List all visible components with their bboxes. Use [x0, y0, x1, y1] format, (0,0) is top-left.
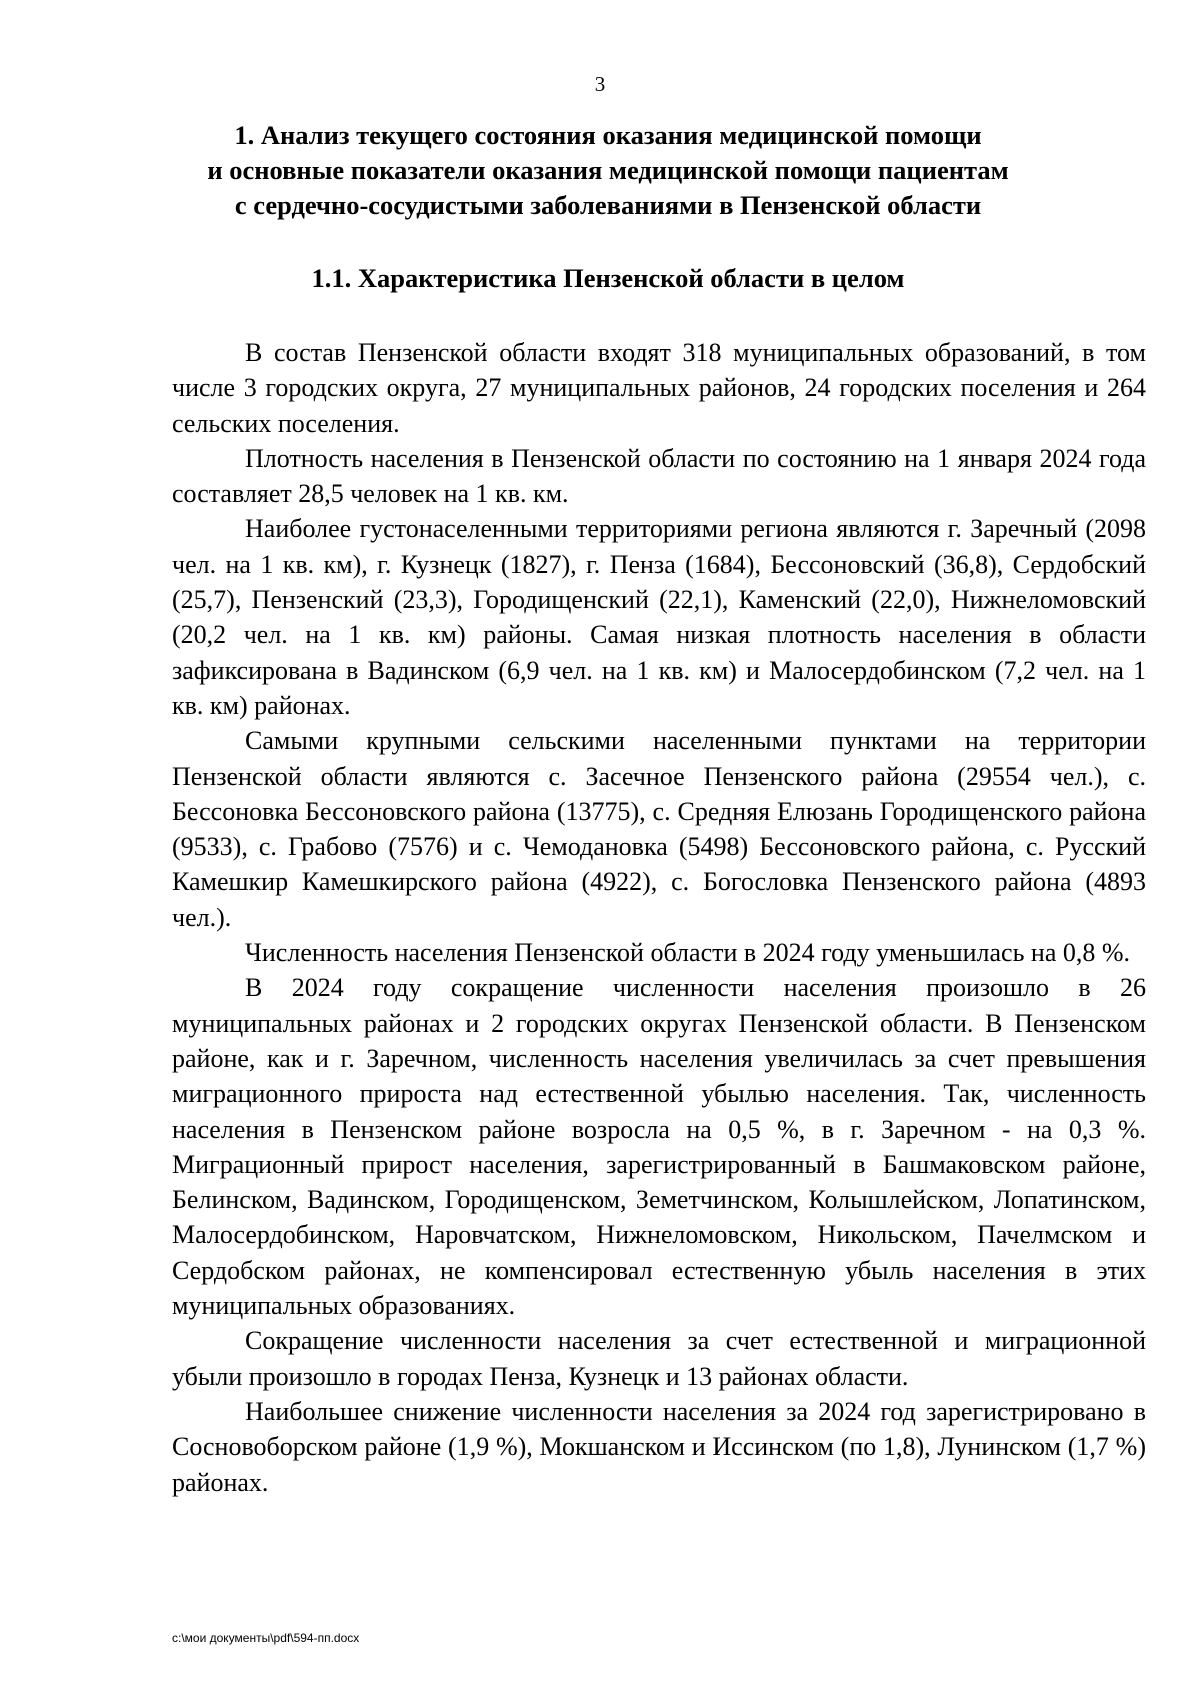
section-title-line-2: и основные показатели оказания медицинской помощи пациентам [207, 155, 1009, 185]
subsection-title [0, 261, 1200, 296]
paragraph-population-change-details: В 2024 году сокращение численности населения произошло в 26 муниципальных районах и 2 городских округах Пензенской области. В Пензенском районе, как и г. Заречном, численность населения увеличилась за счет превышения миграционного прироста над естественной убылью населения. Так, численность населения в Пензенском районе возросла на 0,5 %, в г. Заречном - на 0,3 %. Миграционный прирост населения, зарегистрированный в Башмаковском районе, Белинском, Вадинском, Городищенском, Земетчинском, Колышлейском, Лопатинском, Малосердобинском, Наровчатском, Нижнеломовском, Никольском, Пачелмском и Сердобском районах, не компенсировал естественную убыль населения в этих муниципальных образованиях. [172, 973, 1146, 1321]
footer-file-path: c:\мои документы\pdf\594-пп.docx [172, 1631, 360, 1645]
document-body [172, 335, 1146, 1500]
paragraph-population-decrease: Численность населения Пензенской области в 2024 году уменьшилась на 0,8 %. [245, 938, 1131, 968]
section-title [0, 118, 1200, 223]
section-title-line-1: 1. Анализ текущего состояния оказания медицинской помощи [234, 120, 982, 150]
paragraph-population-density: Плотность населения в Пензенской области по состоянию на 1 января 2024 года составляет 28,5 человек на 1 кв. км. [172, 443, 1146, 509]
section-title-line-3: с сердечно-сосудистыми заболеваниями в Пензенской области [234, 190, 982, 220]
paragraph-natural-migration-loss: Сокращение численности населения за счет естественной и миграционной убыли произошло в городах Пенза, Кузнецк и 13 районах области. [172, 1326, 1146, 1391]
paragraph-largest-decline: Наибольшее снижение численности населения за 2024 год зарегистрировано в Сосновоборском районе (1,9 %), Мокшанском и Иссинском (по 1,8), Лунинском (1,7 %) районах. [172, 1396, 1146, 1497]
paragraph-municipalities: В состав Пензенской области входят 318 муниципальных образований, в том числе 3 городских округа, 27 муниципальных районов, 24 городских поселения и 264 сельских поселения. [172, 338, 1146, 438]
paragraph-densest-territories: Наиболее густонаселенными территориями региона являются г. Заречный (2098 чел. на 1 кв. км), г. Кузнецк (1827), г. Пенза (1684), Бессоновский (36,8), Сердобский (25,7), Пензенский (23,3), Городищенский (22,1), Каменский (22,0), Нижнеломовский (20,2 чел. на 1 кв. км) районы. Самая низкая плотность населения в области зафиксирована в Вадинском (6,9 чел. на 1 кв. км) и Малосердобинском (7,2 чел. на 1 кв. км) районах. [172, 514, 1146, 720]
subsection-title-text: 1.1. Характеристика Пензенской области в целом [311, 263, 905, 293]
paragraph-largest-rural-settlements: Самыми крупными сельскими населенными пунктами на территории Пензенской области являются с. Засечное Пензенского района (29554 чел.), с. Бессоновка Бессоновского района (13775), с. Средняя Елюзань Городищенского района (9533), с. Грабово (7576) и с. Чемодановка (5498) Бессоновского района, с. Русский Камешкир Камешкирского района (4922), с. Богословка Пензенского района (4893 чел.). [172, 726, 1146, 932]
page-number: 3 [594, 72, 606, 96]
